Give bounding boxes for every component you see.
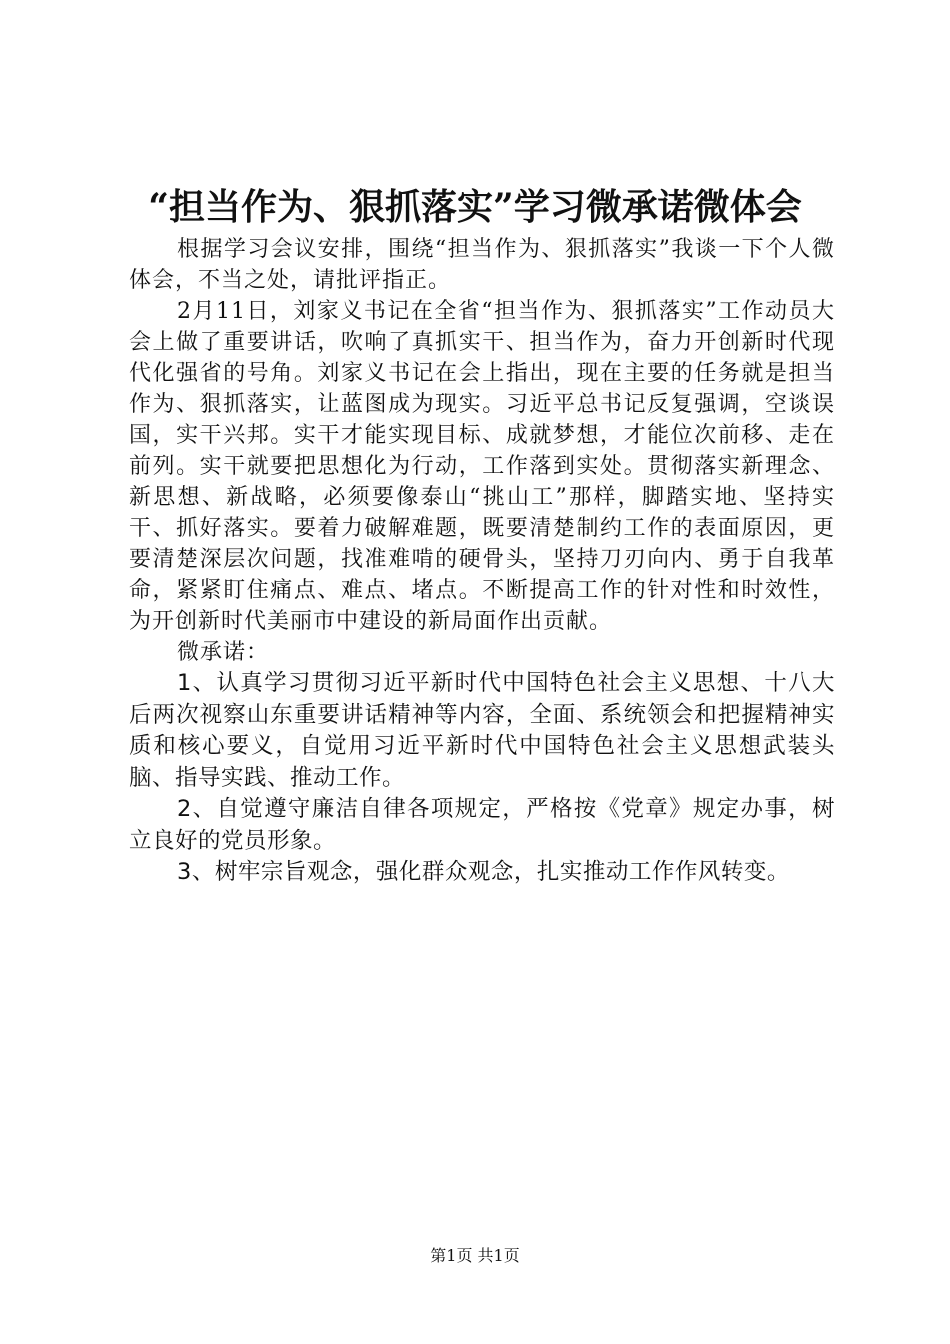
commitment-item-1: 1、认真学习贯彻习近平新时代中国特色社会主义思想、十八大后两次视察山东重要讲话精神等内容，全面、系统领会和把握精神实质和核心要义，自觉用习近平新时代中国特色社会主义思想武装头脑、指导实践、推动工作。	[129, 670, 835, 791]
commitment-heading: 微承诺：	[177, 640, 270, 665]
speech-paragraph: 2月11日，刘家义书记在全省“担当作为、狠抓落实”工作动员大会上做了重要讲话，吹响了真抓实干、担当作为，奋力开创新时代现代化强省的号角。刘家义书记在会上指出，现在主要的任务就是担当作为、狠抓落实，让蓝图成为现实。习近平总书记反复强调，空谈误国，实干兴邦。实干才能实现目标、成就梦想，才能位次前移、走在前列。实干就要把思想化为行动，工作落到实处。贯彻落实新理念、新思想、新战略，必须要像泰山“挑山工”那样，脚踏实地、坚持实干、抓好落实。要着力破解难题，既要清楚制约工作的表面原因，更要清楚深层次问题，找准难啃的硬骨头，坚持刀刃向内、勇于自我革命，紧紧盯住痛点、难点、堵点。不断提高工作的针对性和时效性，为开创新时代美丽市中建设的新局面作出贡献。	[129, 299, 835, 634]
commitment-item-3: 3、树牢宗旨观念，强化群众观念，扎实推动工作作风转变。	[177, 859, 790, 885]
intro-paragraph: 根据学习会议安排，围绕“担当作为、狠抓落实”我谈一下个人微体会，不当之处，请批评指正。	[129, 237, 835, 293]
commitment-item-2: 2、自觉遵守廉洁自律各项规定，严格按《党章》规定办事，树立良好的党员形象。	[129, 796, 835, 854]
page-footer: 第1页 共1页	[430, 1246, 520, 1265]
document-title: “担当作为、狠抓落实”学习微承诺微体会	[148, 186, 802, 228]
document-body	[129, 234, 835, 889]
